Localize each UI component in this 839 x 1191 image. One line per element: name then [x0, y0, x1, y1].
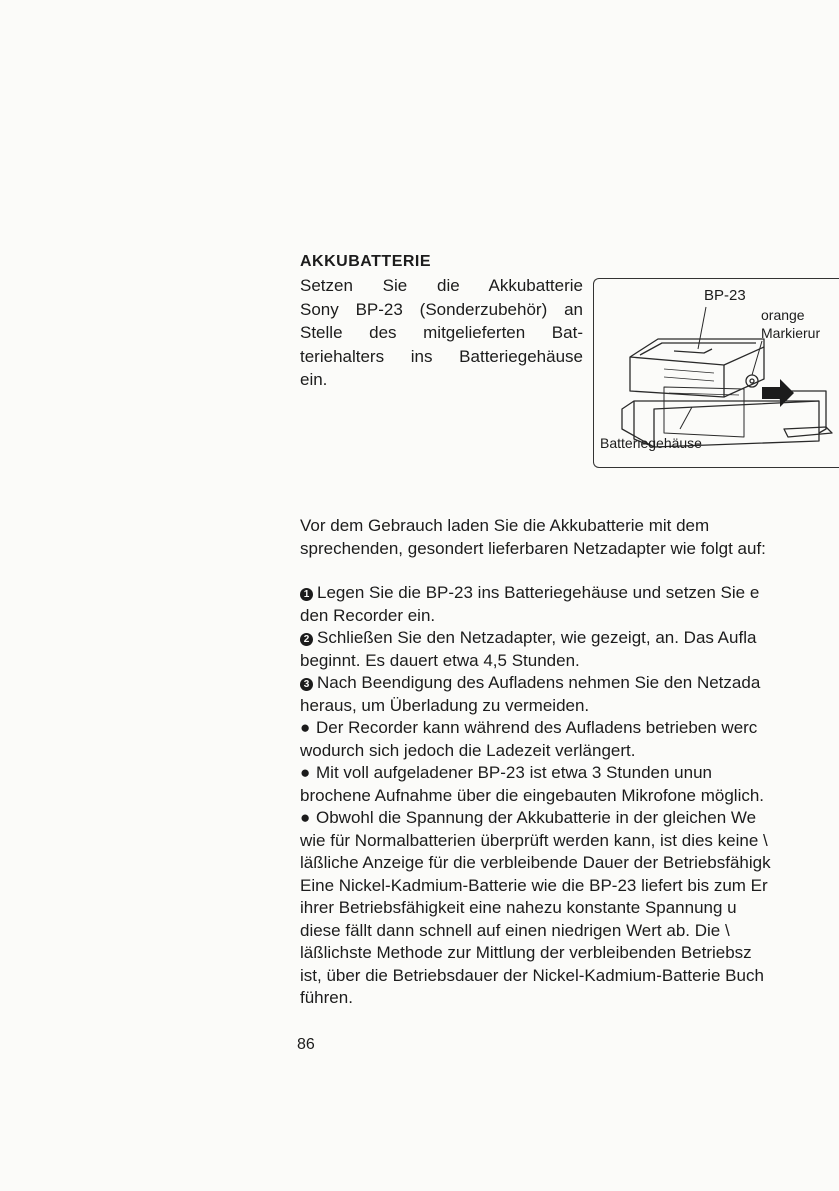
- step-2-cont: beginnt. Es dauert etwa 4,5 Stunden.: [300, 650, 580, 670]
- page-number: 86: [297, 1036, 315, 1053]
- note-1: [300, 717, 839, 740]
- note-3-cont: ist, über die Betriebsdauer der Nickel-Kadmium-Batterie Buch: [300, 965, 764, 985]
- step-3-cont: heraus, um Überladung zu vermeiden.: [300, 695, 590, 715]
- bullet-icon: ●: [300, 763, 311, 782]
- intro-paragraph: [300, 274, 583, 392]
- note-2-cont: brochene Aufnahme über die eingebauten Mikrofone möglich.: [300, 785, 765, 805]
- note-1-cont: wodurch sich jedoch die Ladezeit verlängert.: [300, 740, 636, 760]
- note-3: [300, 807, 839, 830]
- intro-line: Setzen Sie die Akkubatterie: [300, 276, 583, 295]
- step-number-badge: 1: [300, 588, 313, 601]
- intro-line: ein.: [300, 370, 328, 389]
- paragraph-gap: [300, 560, 839, 582]
- body-text: [300, 515, 839, 1010]
- step-3: [300, 672, 839, 695]
- battery-illustration: [593, 278, 839, 468]
- intro-line: Sony BP-23 (Sonderzubehör) an: [300, 299, 583, 319]
- step-2: [300, 627, 839, 650]
- figure-label-marking: Markierur: [761, 325, 821, 341]
- note-3-cont: läßlichste Methode zur Mittlung der verbleibenden Betriebsz: [300, 943, 752, 962]
- step-text: Nach Beendigung des Aufladens nehmen Sie den Netzada: [317, 673, 761, 692]
- note-text: Der Recorder kann während des Aufladens betrieben werc: [316, 718, 758, 737]
- note-3-cont: führen.: [300, 988, 353, 1007]
- step-number-badge: 3: [300, 678, 313, 691]
- figure-label-housing: Batteriegehäuse: [600, 435, 702, 451]
- note-text: Obwohl die Spannung der Akkubatterie in der gleichen We: [316, 808, 757, 827]
- lead-line: sprechenden, gesondert lieferbaren Netzadapter wie folgt auf:: [300, 538, 766, 558]
- step-1: [300, 582, 839, 605]
- step-text: Legen Sie die BP-23 ins Batteriegehäuse und setzen Sie e: [317, 583, 760, 602]
- step-1-cont: den Recorder ein.: [300, 605, 436, 625]
- note-3-cont: ihrer Betriebsfähigkeit eine nahezu konstante Spannung u: [300, 898, 737, 917]
- figure-label-model: BP-23: [704, 287, 746, 304]
- bullet-icon: ●: [300, 808, 311, 827]
- note-text: Mit voll aufgeladener BP-23 ist etwa 3 Stunden unun: [316, 763, 712, 782]
- intro-line: teriehalters ins Batteriegehäuse: [300, 346, 583, 366]
- step-text: Schließen Sie den Netzadapter, wie gezeigt, an. Das Aufla: [317, 628, 757, 647]
- note-3-cont: Eine Nickel-Kadmium-Batterie wie die BP-23 liefert bis zum Er: [300, 875, 768, 895]
- note-3-cont: läßliche Anzeige für die verbleibende Dauer der Betriebsfähigk: [300, 853, 771, 872]
- note-2: [300, 762, 839, 785]
- step-number-badge: 2: [300, 633, 313, 646]
- bullet-icon: ●: [300, 718, 311, 737]
- figure-label-orange: orange: [761, 307, 805, 323]
- note-3-cont: wie für Normalbatterien überprüft werden kann, ist dies keine \: [300, 830, 768, 850]
- note-3-cont: diese fällt dann schnell auf einen niedrigen Wert ab. Die \: [300, 920, 730, 940]
- intro-line: Stelle des mitgelieferten Bat-: [300, 323, 583, 342]
- section-heading: AKKUBATTERIE: [300, 253, 432, 270]
- lead-line: Vor dem Gebrauch laden Sie die Akkubatterie mit dem: [300, 516, 710, 535]
